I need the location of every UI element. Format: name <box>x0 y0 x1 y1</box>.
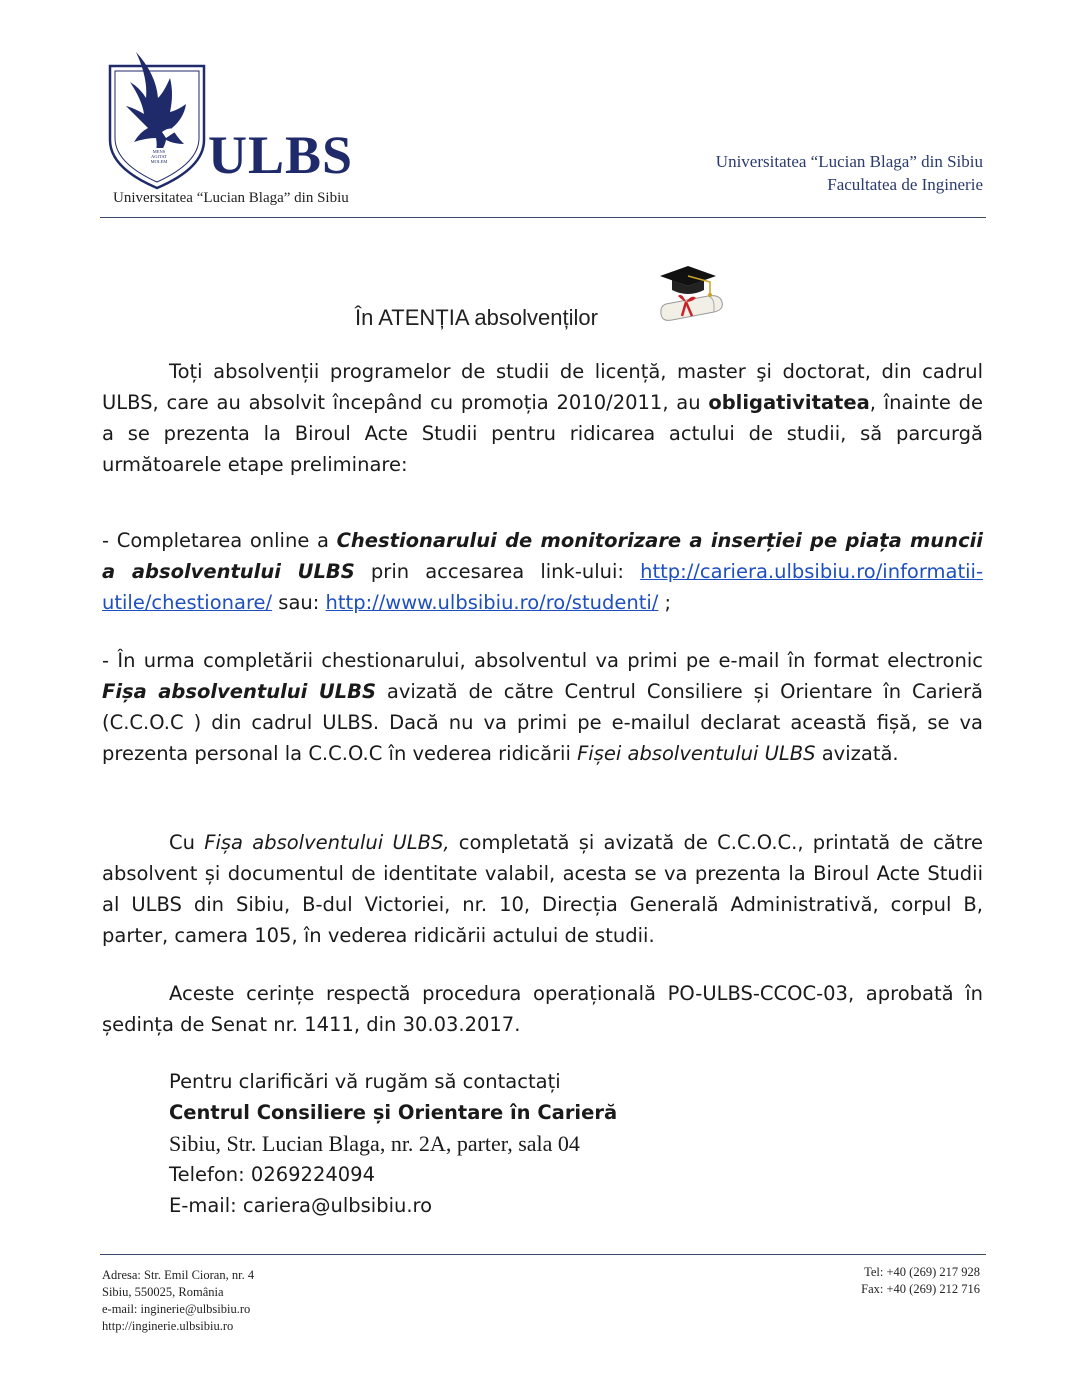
header-divider <box>100 217 986 218</box>
footer-street: Adresa: Str. Emil Cioran, nr. 4 <box>102 1268 255 1282</box>
footer-tel: Tel: +40 (269) 217 928 <box>864 1265 980 1279</box>
step-graduate-form <box>102 645 983 769</box>
questionnaire-name: Chestionarului de monitorizare a inserției pe piața muncii a absolventului ULBS <box>102 529 983 583</box>
faculty-name: Facultatea de Inginerie <box>827 175 983 194</box>
contact-address: Sibiu, Str. Lucian Blaga, nr. 2A, parter, sala 04 <box>169 1131 580 1156</box>
contact-block <box>169 1066 617 1221</box>
questionnaire-link[interactable]: http://cariera.ulbsibiu.ro/informatii-utile/chestionare/ <box>102 560 983 614</box>
footer-city: Sibiu, 550025, România <box>102 1285 224 1299</box>
footer-divider <box>100 1254 986 1255</box>
footer-address <box>102 1267 254 1335</box>
logo-wordmark: ULBS <box>208 125 354 185</box>
footer-phones <box>861 1264 980 1298</box>
university-name: Universitatea “Lucian Blaga” din Sibiu <box>715 152 983 171</box>
intro-text: Toți absolvenții programelor de studii de licență, master şi doctorat, din cadrul ULBS, care au absolvit începând cu promoția 2010/2011, au <box>102 360 983 414</box>
students-link[interactable]: http://www.ulbsibiu.ro/ro/studenti/ <box>325 591 659 614</box>
graduate-form-name: Fișa absolventului ULBS <box>102 680 376 703</box>
footer-fax: Fax: +40 (269) 212 716 <box>861 1282 980 1296</box>
contact-center: Centrul Consiliere și Orientare în Carieră <box>169 1101 618 1124</box>
header-institution <box>716 150 983 196</box>
contact-phone: Telefon: 0269224094 <box>169 1163 375 1186</box>
footer-website: http://inginerie.ulbsibiu.ro <box>102 1319 234 1333</box>
step-text: - Completarea online a <box>102 529 337 552</box>
step-text: - În urma completării chestionarului, absolventul va primi pe e-mail în format electronic <box>102 649 983 672</box>
graduate-form-name-italic: Fișa absolventului ULBS, <box>204 831 450 854</box>
obligation-emphasis: obligativitatea <box>708 391 870 414</box>
step-text: ; <box>658 591 672 614</box>
step-text: avizată. <box>815 742 899 765</box>
step-text: avizată de către Centrul Consiliere și Orientare în Carieră (C.C.O.C ) din cadrul ULBS. Dacă nu va primi pe e-mailul declarat această fișă, se va prezenta personal la C.C.O.C în vederea ridicării <box>102 680 984 765</box>
graduation-cap-icon <box>652 262 732 328</box>
svg-text:MENS: MENS <box>152 149 166 154</box>
contact-email: E-mail: cariera@ulbsibiu.ro <box>169 1194 433 1217</box>
step-questionnaire <box>102 525 983 618</box>
graduate-form-name-italic: Fișei absolventului ULBS <box>577 742 816 765</box>
step-text: prin accesarea link-ului: <box>354 560 641 583</box>
footer-email: e-mail: inginerie@ulbsibiu.ro <box>102 1302 251 1316</box>
svg-text:AGITAT: AGITAT <box>151 154 167 159</box>
pickup-text: completată și avizată de C.C.O.C., printată de către absolvent și documentul de identitate valabil, acesta se va prezenta la Biroul Acte Studii al ULBS din Sibiu, B-dul Victoriei, nr. 10, Direcția Generală Administrativă, corpul B, parter, camera 105, în vederea ridicării actului de studii. <box>102 831 983 947</box>
svg-text:MOLEM: MOLEM <box>150 159 168 164</box>
step-text: sau: <box>272 591 326 614</box>
intro-text-end: , înainte de a se prezenta la Biroul Acte Studii pentru ridicarea actului de studii, să parcurgă următoarele etape preliminare: <box>102 391 983 476</box>
contact-intro: Pentru clarificări vă rugăm să contactați <box>169 1070 561 1093</box>
page-title: În ATENȚIA absolvenților <box>355 305 598 330</box>
intro-paragraph <box>102 356 983 480</box>
pickup-text: Cu <box>169 831 205 854</box>
procedure-paragraph: Aceste cerințe respectă procedura operațională PO-ULBS-CCOC-03, aprobată în ședința de Senat nr. 1411, din 30.03.2017. <box>102 982 983 1036</box>
logo-subtitle: Universitatea “Lucian Blaga” din Sibiu <box>113 190 349 206</box>
pickup-paragraph <box>102 827 983 951</box>
